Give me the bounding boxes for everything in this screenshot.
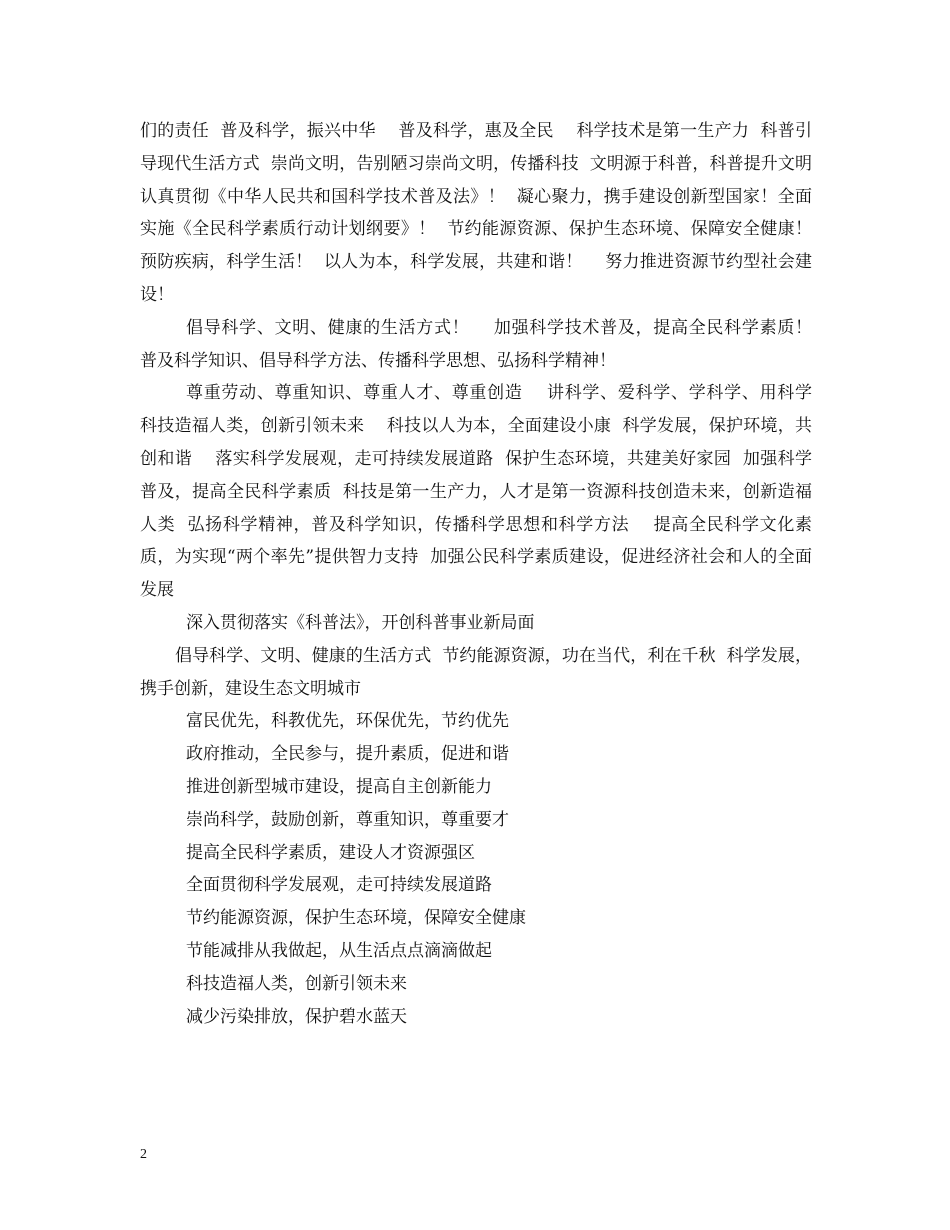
slogan-line: 节能减排从我做起，从生活点点滴滴做起 [186, 940, 492, 961]
paragraph: 深入贯彻落实《科普法》，开创科普事业新局面 [186, 612, 535, 633]
slogan-line: 减少污染排放，保护碧水蓝天 [186, 1006, 407, 1027]
paragraph: 尊重劳动、尊重知识、尊重人才、尊重创造 讲科学、爱科学、学科学、用科学 科技造福人类，创新引领未来 科技以人为本，全面建设小康 科学发展，保护环境，共创和谐 落实科学发展观，走可持续发展道路 保护生态环境，共建美好家园 加强科学普及，提高全民科学素质 科技是第一生产力，人才是第一资源科技创造未来，创新造福人类 弘扬科学精神，普及科学知识，传播科学思想和科学方法 提高全民科学文化素质，为实现“两个率先”提供智力支持 加强公民科学素质建设，促进经济社会和人的全面发展 [140, 383, 823, 601]
paragraph: 倡导科学、文明、健康的生活方式！ 加强科学技术普及，提高全民科学素质！ 普及科学知识、倡导科学方法、传播科学思想、弘扬科学精神！ [140, 317, 823, 371]
slogan-line: 崇尚科学，鼓励创新，尊重知识，尊重要才 [186, 809, 509, 830]
paragraph: 倡导科学、文明、健康的生活方式 节约能源资源，功在当代，利在千秋 科学发展，携手创新，建设生态文明城市 [140, 645, 812, 699]
paragraph: 们的责任 普及科学，振兴中华 普及科学，惠及全民 科学技术是第一生产力 科普引导现代生活方式 崇尚文明，告别陋习崇尚文明，传播科技 文明源于科普，科普提升文明 认真贯彻《中华人民共和国科学技术普及法》！ 凝心聚力，携手建设创新型国家！全面实施《全民科学素质行动计划纲要》！ 节约能源资源、保护生态环境、保障安全健康！ 预防疾病，科学生活！ 以人为本，科学发展，共建和谐！ 努力推进资源节约型社会建设！ [140, 121, 834, 305]
slogan-line: 政府推动，全民参与，提升素质，促进和谐 [186, 744, 509, 765]
slogan-line: 富民优先，科教优先，环保优先，节约优先 [186, 711, 509, 732]
slogan-line: 推进创新型城市建设，提高自主创新能力 [186, 776, 492, 797]
slogan-line: 节约能源资源，保护生态环境，保障安全健康 [186, 908, 526, 929]
slogan-line: 科技造福人类，创新引领未来 [186, 973, 407, 994]
slogan-line: 提高全民科学素质，建设人才资源强区 [186, 842, 475, 863]
document-body [140, 115, 834, 1033]
slogan-line: 全面贯彻科学发展观，走可持续发展道路 [186, 875, 492, 896]
page-number: 2 [140, 1147, 147, 1162]
